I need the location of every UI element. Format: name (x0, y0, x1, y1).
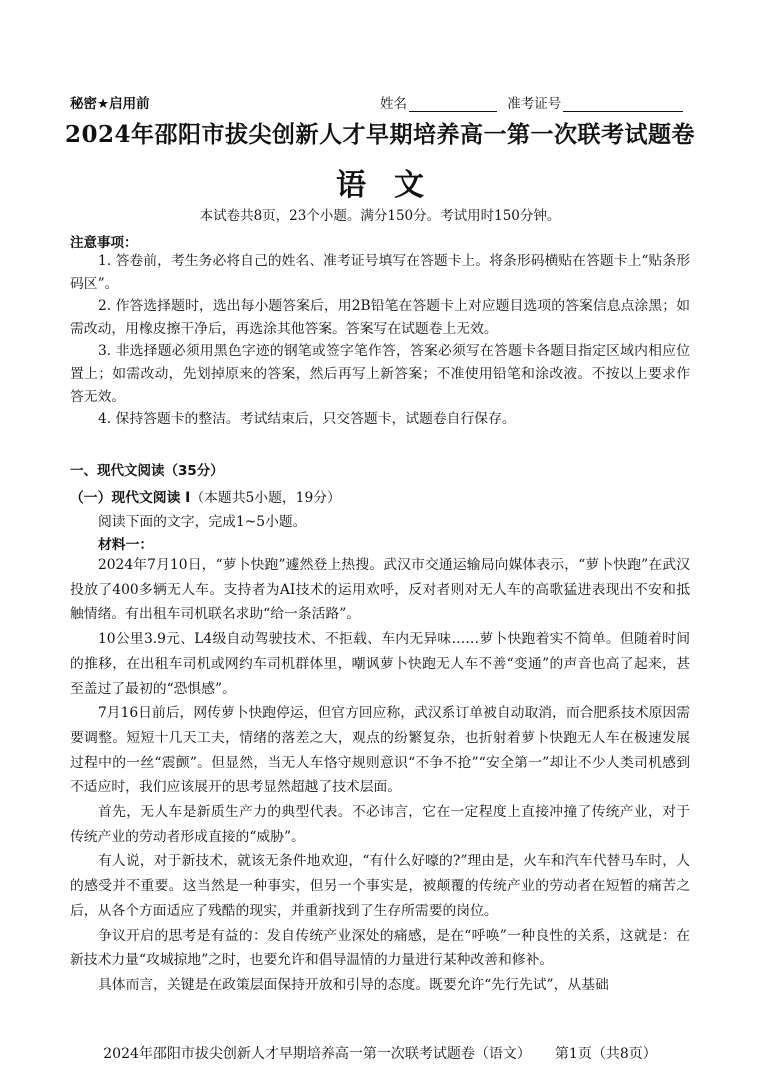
note-item: 3. 非选择题必须用黑色字迹的钢笔或签字笔作答，答案必须写在答题卡各题目指定区域内相应位置上；如需改动，先划掉原来的答案，然后再写上新答案；不准使用铅笔和涂改液。不按以上要求作答无效。 (70, 343, 690, 405)
footer-exam-title: 2024年邵阳市拔尖创新人才早期培养高一第一次联考试题卷（语文） (103, 1046, 531, 1062)
subsection-heading (70, 486, 341, 506)
article-paragraph: 争议开启的思考是有益的：发自传统产业深处的痛感，是在“呼唤”一种良性的关系，这就是：在新技术力量“攻城掠地”之时，也要允许和倡导温情的力量进行某种改善和修补。 (70, 927, 690, 969)
exam-number-label: 准考证号 (507, 96, 562, 112)
article-paragraph: 有人说，对于新技术，就该无条件地欢迎，“有什么好嚎的?”理由是，火车和汽车代替马车时，人的感受并不重要。这当然是一种事实，但另一个事实是，被颠覆的传统产业的劳动者在短暂的痛苦之后，从各个方面适应了残酷的现实，并重新找到了生存所需要的岗位。 (70, 853, 690, 919)
article-paragraph: 10公里3.9元、L4级自动驾驶技术、不拒载、车内无异味……萝卜快跑着实不简单。但随着时间的推移，在出租车司机或网约车司机群体里，嘲讽萝卜快跑无人车不善“变通”的声音也高了起来，甚至盖过了最初的“恐惧感”。 (70, 631, 690, 697)
footer-page-number: 第1页（共8页） (554, 1046, 657, 1062)
name-blank (409, 95, 497, 112)
article-paragraph: 首先，无人车是新质生产力的典型代表。不必讳言，它在一定程度上直接冲撞了传统产业，对于传统产业的劳动者形成直接的“威胁”。 (70, 804, 690, 845)
exam-number-blank (563, 95, 683, 112)
notes-heading: 注意事项： (70, 235, 138, 251)
candidate-fields (380, 92, 683, 112)
exam-intro: 本试卷共8页，23个小题。满分150分。考试用时150分钟。 (199, 208, 561, 224)
subject-title: 语文 (336, 168, 452, 203)
page-footer (0, 1043, 760, 1063)
article-paragraph: 具体而言，关键是在政策层面保持开放和引导的态度。既要允许“先行先试”，从基础 (98, 976, 609, 993)
note-item: 4. 保持答题卡的整洁。考试结束后，只交答题卡，试题卷自行保存。 (98, 411, 516, 428)
material-label: 材料一： (98, 537, 154, 553)
article-paragraph: 2024年7月10日，“萝卜快跑”遽然登上热搜。武汉市交通运输局向媒体表示，“萝卜快跑”在武汉投放了400多辆无人车。支持者为AI技术的运用欢呼，反对者则对无人车的高歌猛进表现出不安和抵触情绪。有出租车司机联名求助“给一条活路”。 (70, 557, 690, 623)
subsection-note: （本题共5小题，19分） (190, 490, 341, 506)
header-line (70, 92, 690, 112)
subsection-title: （一）现代文阅读 I (70, 490, 191, 506)
name-label: 姓名 (380, 96, 407, 112)
article-paragraph: 7月16日前后，网传萝卜快跑停运，但官方回应称，武汉系订单被自动取消，而合肥系技术原因需要调整。短短十几天工夫，情绪的落差之大，观点的纷繁复杂，也折射着萝卜快跑无人车在极速发展过程中的一丝“震颤”。但显然，当无人车恪守规则意识“不争不抢”“安全第一”却让不少人类司机感到不适应时，我们应该展开的思考显然超越了技术层面。 (70, 705, 691, 796)
reading-instruction: 阅读下面的文字，完成1~5小题。 (98, 514, 307, 530)
confidential-mark: 秘密★启用前 (70, 96, 150, 112)
notes-list (70, 250, 690, 431)
article-body (70, 553, 690, 998)
note-item: 1. 答卷前，考生务必将自己的姓名、准考证号填写在答题卡上。将条形码横贴在答题卡上“贴条形码区”。 (70, 253, 690, 292)
note-item: 2. 作答选择题时，选出每小题答案后，用2B铅笔在答题卡上对应题目选项的答案信息点涂黑；如需改动，用橡皮擦干净后，再选涂其他答案。答案写在试题卷上无效。 (70, 298, 690, 337)
exam-title: 2024年邵阳市拔尖创新人才早期培养高一第一次联考试题卷 (64, 121, 695, 148)
section-heading: 一、现代文阅读（35分） (70, 463, 224, 479)
